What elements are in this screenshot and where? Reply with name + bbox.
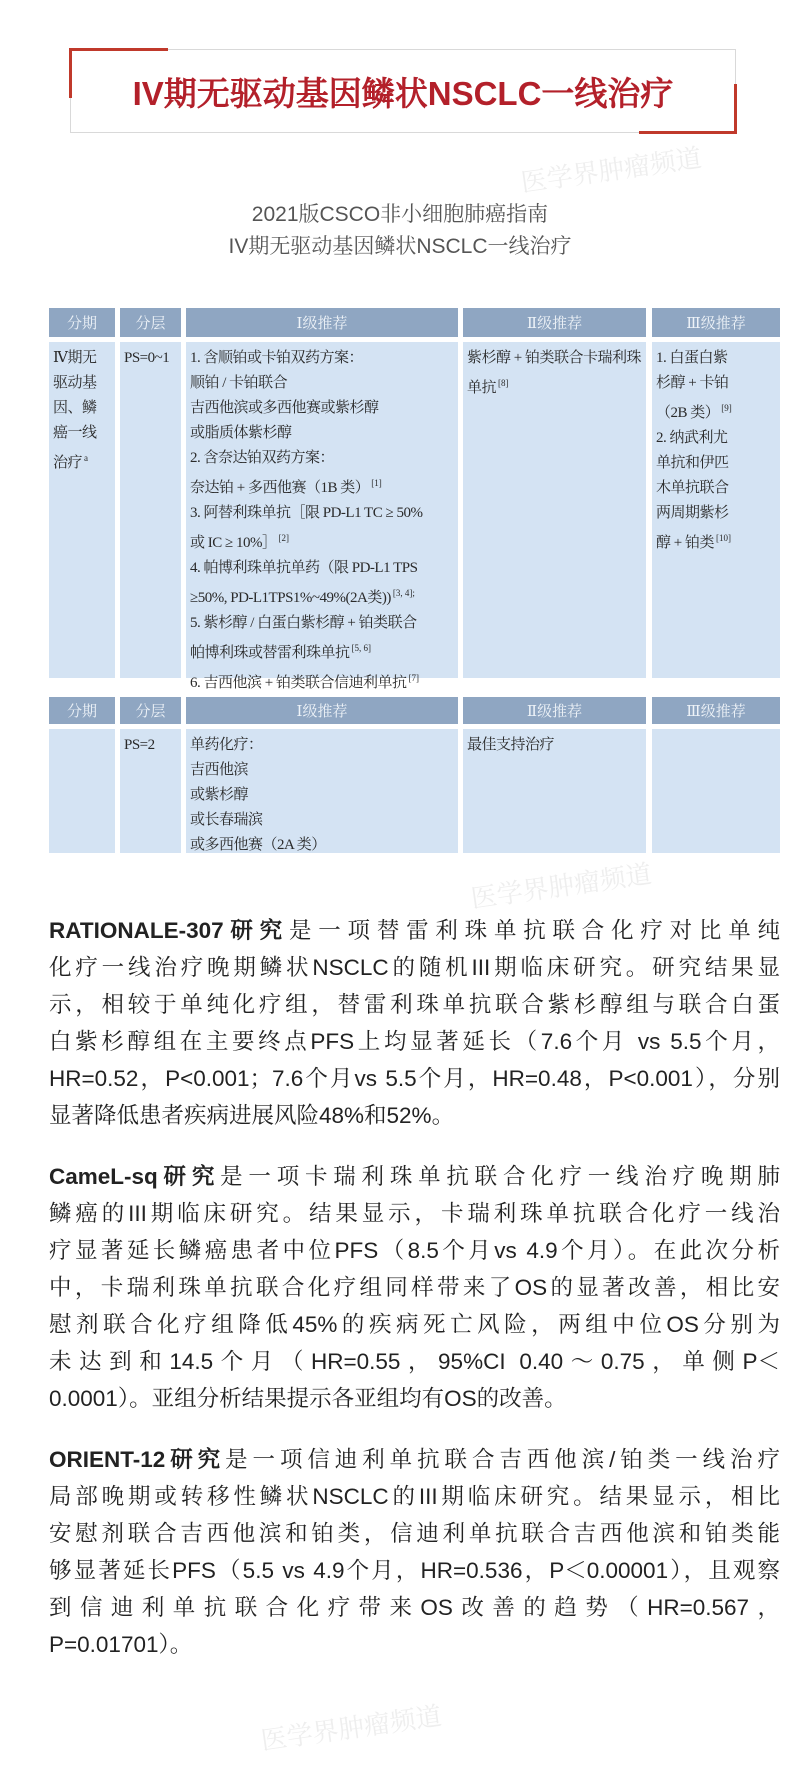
cell-line — [124, 346, 177, 371]
cell-text: 单抗 — [467, 380, 497, 396]
line-text: P=0.01701）。 — [49, 1632, 193, 1657]
cell-text: 癌一线 — [53, 425, 97, 441]
reference-superscript: [8] — [498, 378, 509, 388]
paragraph-line — [49, 1441, 780, 1478]
cell-line — [190, 581, 454, 611]
reference-superscript: [10] — [715, 533, 731, 543]
reference-superscript: [5, 6] — [351, 643, 372, 653]
study-name: CameL-sq研究 — [49, 1164, 221, 1189]
study-name: RATIONALE-307研究 — [49, 918, 289, 943]
cell-line — [190, 501, 454, 526]
cell-text: 吉西他滨或多西他赛或紫杉醇 — [190, 400, 379, 416]
line-text: HR=0.52，P<0.001；7.6个月vs 5.5个月，HR=0.48，P<0.001），分别 — [49, 1066, 780, 1091]
cell-line — [467, 346, 642, 371]
column-header: 分层 — [120, 308, 181, 337]
table-cell — [186, 342, 458, 691]
study-paragraph — [49, 1441, 780, 1663]
line-text: 显著降低患者疾病进展风险48%和52%。 — [49, 1103, 455, 1128]
cell-line — [190, 833, 454, 858]
table-cell — [49, 342, 115, 678]
reference-superscript: [2] — [278, 533, 289, 543]
cell-line — [190, 556, 454, 581]
cell-text: 或脂质体紫杉醇 — [190, 425, 292, 441]
cell-line — [53, 446, 111, 476]
cell-text: PS=0~1 — [124, 350, 170, 366]
line-text: 是一项替雷利珠单抗联合化疗对比单纯 — [288, 918, 780, 943]
line-text: 中，卡瑞利珠单抗联合化疗组同样带来了OS的显著改善，相比安 — [49, 1275, 780, 1300]
cell-line — [53, 421, 111, 446]
cell-text: 因、鳞 — [53, 400, 97, 416]
paragraph-line — [49, 1343, 780, 1380]
table-cell — [652, 729, 780, 853]
paragraph-line — [49, 1158, 780, 1195]
cell-text: 吉西他滨 — [190, 762, 249, 778]
column-header: Ⅲ级推荐 — [652, 308, 780, 337]
line-text: 慰剂联合化疗组降低45%的疾病死亡风险，两组中位OS分别为 — [49, 1312, 780, 1337]
column-header: Ⅰ级推荐 — [186, 697, 458, 724]
cell-text: 顺铂 / 卡铂联合 — [190, 375, 288, 391]
cell-text: 或 IC ≥ 10%］ — [190, 535, 277, 551]
reference-superscript: a — [84, 453, 89, 463]
line-text: 是一项信迪利单抗联合吉西他滨/铂类一线治疗 — [225, 1447, 780, 1472]
cell-line — [656, 476, 776, 501]
paragraph-line — [49, 1097, 780, 1134]
title-box — [70, 49, 736, 133]
line-text: 安慰剂联合吉西他滨和铂类，信迪利单抗联合吉西他滨和铂类能 — [49, 1521, 780, 1546]
cell-text: 紫杉醇 + 铂类联合卡瑞利珠 — [467, 350, 641, 366]
cell-text: 最佳支持治疗 — [467, 737, 555, 753]
study-paragraph — [49, 912, 780, 1134]
line-text: 0.0001）。亚组分析结果提示各亚组均有OS的改善。 — [49, 1386, 567, 1411]
cell-text: 2. 纳武利尤 — [656, 430, 728, 446]
paragraph-line — [49, 1478, 780, 1515]
reference-superscript: [1] — [371, 478, 382, 488]
paragraph-line — [49, 1626, 780, 1663]
line-text: 到信迪利单抗联合化疗带来OS改善的趋势（HR=0.567， — [49, 1595, 780, 1620]
cell-text: Ⅳ期无 — [53, 350, 97, 366]
cell-line — [467, 733, 642, 758]
cell-text: 1. 含顺铂或卡铂双药方案： — [190, 350, 364, 366]
column-header: Ⅰ级推荐 — [186, 308, 458, 337]
cell-line — [53, 346, 111, 371]
study-name: ORIENT-12研究 — [49, 1447, 226, 1472]
cell-line — [656, 526, 776, 556]
cell-line — [467, 371, 642, 401]
cell-line — [656, 396, 776, 426]
cell-line — [53, 396, 111, 421]
paragraph-line — [49, 949, 780, 986]
watermark: 医学界肿瘤频道 — [259, 1700, 444, 1756]
cell-text: 驱动基 — [53, 375, 97, 391]
paragraph-line — [49, 912, 780, 949]
paragraph-line — [49, 1023, 780, 1060]
column-header: Ⅲ级推荐 — [652, 697, 780, 724]
cell-text: 单抗和伊匹 — [656, 455, 729, 471]
cell-text: 两周期紫杉 — [656, 505, 729, 521]
cell-line — [124, 733, 177, 758]
table-cell — [120, 342, 181, 678]
paragraph-line — [49, 1552, 780, 1589]
cell-line — [190, 611, 454, 636]
figure-subtitle: 2021版CSCO非小细胞肺癌指南 — [251, 203, 549, 226]
cell-text: 4. 帕博利珠单抗单药（限 PD-L1 TPS — [190, 560, 418, 576]
cell-text: 2. 含奈达铂双药方案： — [190, 450, 335, 466]
paragraph-line — [49, 1380, 780, 1417]
reference-superscript: [7] — [408, 673, 419, 683]
column-header: 分期 — [49, 308, 115, 337]
table-cell — [463, 342, 646, 678]
figure-subtitle: IV期无驱动基因鳞状NSCLC一线治疗 — [228, 235, 572, 258]
line-text: 鳞癌的III期临床研究。结果显示，卡瑞利珠单抗联合化疗一线治 — [49, 1201, 780, 1226]
column-header: Ⅱ级推荐 — [463, 308, 646, 337]
cell-line — [656, 371, 776, 396]
cell-text: 单药化疗： — [190, 737, 263, 753]
cell-text: 或紫杉醇 — [190, 787, 249, 803]
cell-line — [190, 636, 454, 666]
cell-line — [190, 371, 454, 396]
table-cell — [120, 729, 181, 853]
cell-line — [190, 783, 454, 808]
cell-line — [190, 733, 454, 758]
cell-line — [190, 471, 454, 501]
cell-text: PS=2 — [124, 737, 155, 753]
paragraph-line — [49, 1515, 780, 1552]
cell-line — [190, 421, 454, 446]
cell-line — [656, 501, 776, 526]
cell-line — [190, 346, 454, 371]
cell-line — [190, 446, 454, 471]
cell-text: 木单抗联合 — [656, 480, 729, 496]
cell-text: 6. 吉西他滨 + 铂类联合信迪利单抗 — [190, 675, 407, 691]
cell-line — [190, 396, 454, 421]
table-cell — [652, 342, 780, 678]
cell-text: 3. 阿替利珠单抗［限 PD-L1 TC ≥ 50% — [190, 505, 423, 521]
cell-text: 或多西他赛（2A 类） — [190, 837, 326, 853]
cell-line — [656, 451, 776, 476]
cell-text: 奈达铂 + 多西他赛（1B 类） — [190, 480, 370, 496]
paragraph-line — [49, 986, 780, 1023]
column-header: 分层 — [120, 697, 181, 724]
cell-line — [656, 346, 776, 371]
line-text: 疗显著延长鳞癌患者中位PFS（8.5个月vs 4.9个月）。在此次分析 — [49, 1238, 780, 1263]
cell-text: 5. 紫杉醇 / 白蛋白紫杉醇 + 铂类联合 — [190, 615, 417, 631]
cell-line — [190, 666, 454, 696]
line-text: 够显著延长PFS（5.5 vs 4.9个月，HR=0.536，P＜0.00001），且观察 — [49, 1558, 780, 1583]
table-cell — [463, 729, 646, 853]
table-cell — [186, 729, 458, 853]
cell-text: 帕博利珠或替雷利珠单抗 — [190, 645, 350, 661]
table-cell — [49, 729, 115, 853]
cell-text: 治疗 — [53, 455, 83, 471]
paragraph-line — [49, 1269, 780, 1306]
paragraph-line — [49, 1232, 780, 1269]
paragraph-line — [49, 1195, 780, 1232]
cell-text: 杉醇 + 卡铂 — [656, 375, 729, 391]
cell-line — [656, 426, 776, 451]
reference-superscript: [3, 4]; — [392, 588, 415, 598]
cell-text: 1. 白蛋白紫 — [656, 350, 728, 366]
study-paragraph — [49, 1158, 780, 1417]
page-title: IV期无驱动基因鳞状NSCLC一线治疗 — [132, 74, 674, 112]
cell-text: 醇 + 铂类 — [656, 535, 714, 551]
line-text: 化疗一线治疗晚期鳞状NSCLC的随机III期临床研究。研究结果显 — [49, 955, 780, 980]
cell-line — [190, 808, 454, 833]
cell-text: 或长春瑞滨 — [190, 812, 263, 828]
line-text: 未达到和14.5个月（HR=0.55，95%CI 0.40～0.75，单侧P＜ — [49, 1349, 780, 1374]
line-text: 局部晚期或转移性鳞状NSCLC的III期临床研究。结果显示，相比 — [49, 1484, 780, 1509]
column-header: 分期 — [49, 697, 115, 724]
cell-text: （2B 类） — [656, 405, 720, 421]
paragraph-line — [49, 1306, 780, 1343]
column-header: Ⅱ级推荐 — [463, 697, 646, 724]
line-text: 示，相较于单纯化疗组，替雷利珠单抗联合紫杉醇组与联合白蛋 — [49, 992, 780, 1017]
cell-line — [53, 371, 111, 396]
watermark: 医学界肿瘤频道 — [469, 858, 654, 914]
cell-line — [190, 526, 454, 556]
paragraph-line — [49, 1060, 780, 1097]
cell-line — [190, 758, 454, 783]
reference-superscript: [9] — [721, 403, 732, 413]
cell-text: ≥50%, PD-L1TPS1%~49%(2A类)) — [190, 590, 391, 606]
line-text: 是一项卡瑞利珠单抗联合化疗一线治疗晚期肺 — [220, 1164, 780, 1189]
line-text: 白紫杉醇组在主要终点PFS上均显著延长（7.6个月 vs 5.5个月， — [49, 1029, 780, 1054]
paragraph-line — [49, 1589, 780, 1626]
watermark: 医学界肿瘤频道 — [519, 142, 704, 198]
